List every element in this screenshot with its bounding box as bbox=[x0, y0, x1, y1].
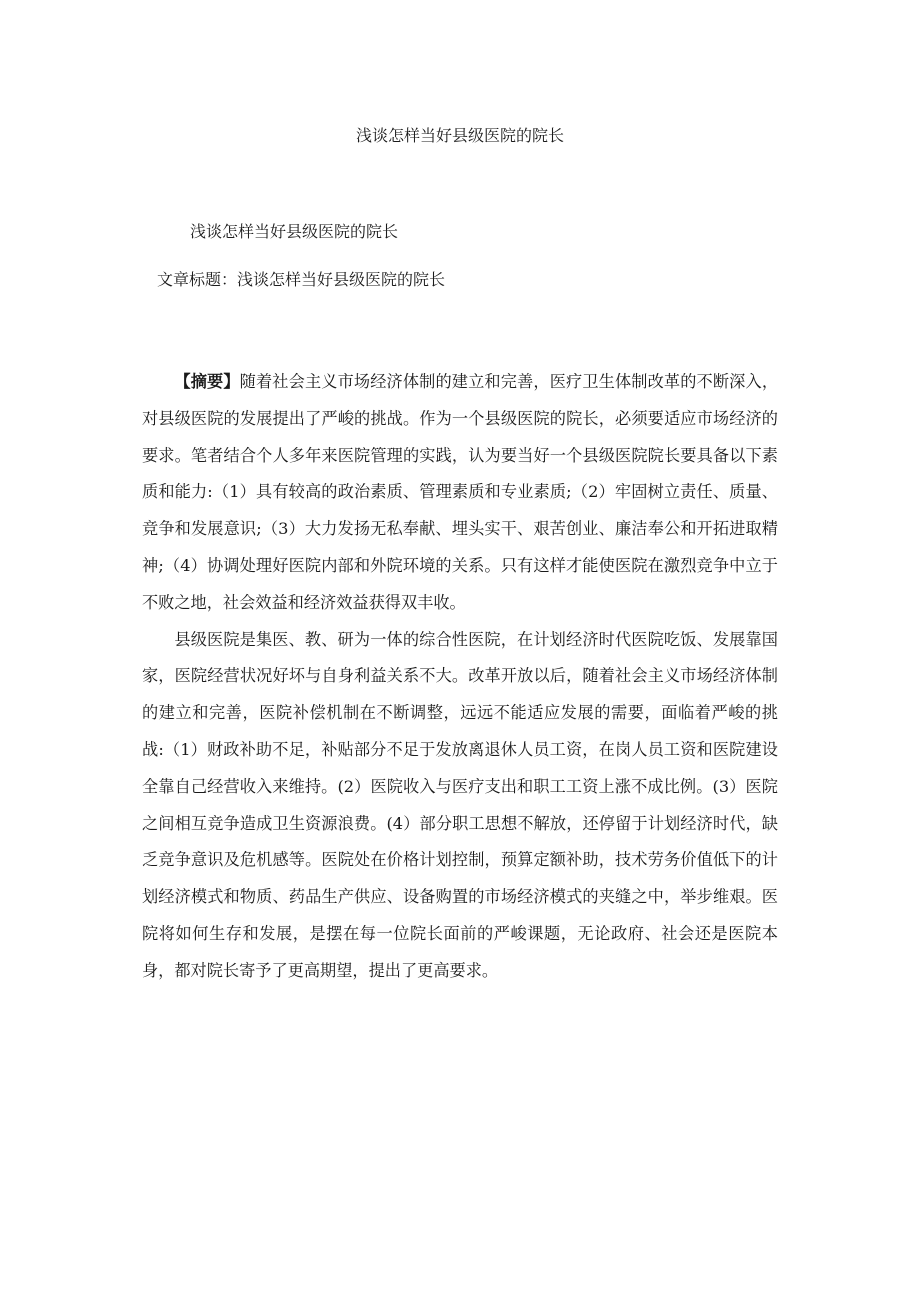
article-title-line bbox=[157, 268, 445, 292]
body-paragraph: 县级医院是集医、教、研为一体的综合性医院，在计划经济时代医院吃饭、发展靠国家，医院经营状况好坏与自身利益关系不大。改革开放以后，随着社会主义市场经济体制的建立和完善，医院补偿机制在不断调整，远远不能适应发展的需要，面临着严峻的挑战:（1）财政补助不足，补贴部分不足于发放离退休人员工资，在岗人员工资和医院建设全靠自己经营收入来维持。(2）医院收入与医疗支出和职工工资上涨不成比例。(3）医院之间相互竞争造成卫生资源浪费。(4）部分职工思想不解放，还停留于计划经济时代，缺乏竞争意识及危机感等。医院处在价格计划控制，预算定额补助，技术劳务价值低下的计划经济模式和物质、药品生产供应、设备购置的市场经济模式的夹缝之中，举步维艰。医院将如何生存和发展，是摆在每一位院长面前的严峻课题，无论政府、社会还是医院本身，都对院长寄予了更高期望，提出了更高要求。 bbox=[142, 629, 778, 980]
document-title: 浅谈怎样当好县级医院的院长 bbox=[355, 126, 564, 145]
abstract-tag: 【摘要】 bbox=[174, 372, 240, 391]
abstract-text: 随着社会主义市场经济体制的建立和完善，医疗卫生体制改革的不断深入，对县级医院的发展提出了严峻的挑战。作为一个县级医院的院长，必须要适应市场经济的要求。笔者结合个人多年来医院管理的实践，认为要当好一个县级医院院长要具备以下素质和能力:（1）具有较高的政治素质、管理素质和专业素质;（2）牢固树立责任、质量、竞争和发展意识;（3）大力发扬无私奉献、埋头实干、艰苦创业、廉洁奉公和开拓进取精神;（4）协调处理好医院内部和外院环境的关系。只有这样才能使医院在激烈竞争中立于不败之地，社会效益和经济效益获得双丰收。 bbox=[142, 372, 779, 612]
article-title-label: 文章标题： bbox=[157, 270, 238, 289]
document-body bbox=[142, 364, 778, 990]
article-title-value: 浅谈怎样当好县级医院的院长 bbox=[237, 270, 446, 289]
document-subtitle: 浅谈怎样当好县级医院的院长 bbox=[190, 222, 399, 241]
abstract-paragraph bbox=[142, 364, 778, 622]
